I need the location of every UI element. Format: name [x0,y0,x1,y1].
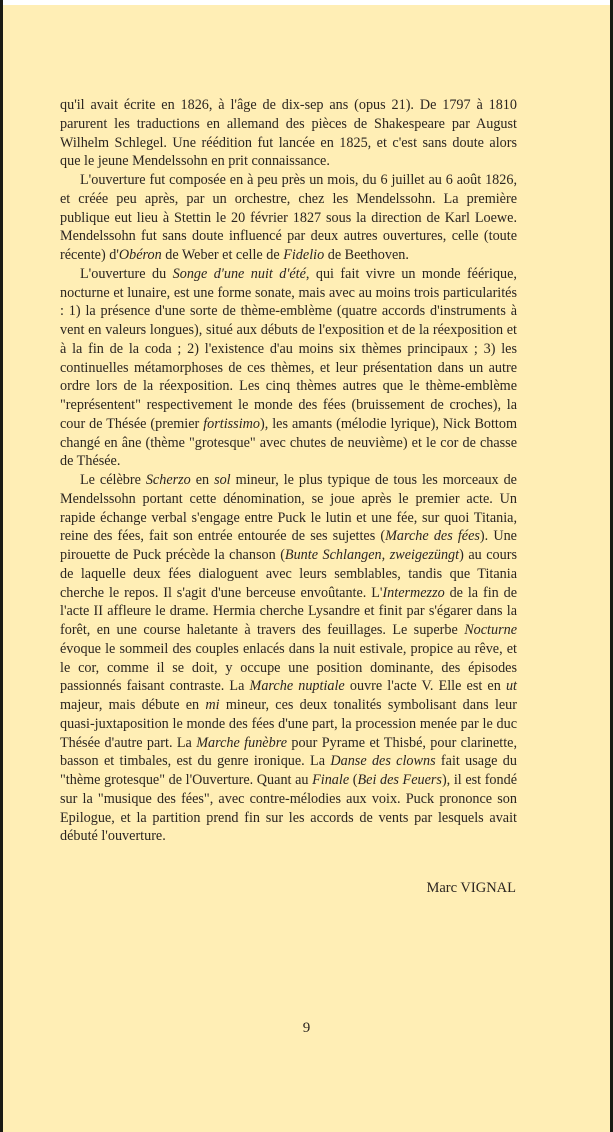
text-run: mineur, le plus typique de tous les morceaux de Mendelssohn portant cette dénomination, se joue après le premier acte. Un rapide échange verbal s'engage entre Puck le lutin et une fée, sur quoi Titania, reine des fées, fait son entrée entourée de ses sujettes ( [60,472,517,545]
text-run: ) au cours de laquelle deux fées dialoguent avec leurs semblables, tandis que Titania cherche le repos. Il s'agit d'une berceuse envoûtante. L' [60,547,517,601]
italic-title: Fidelio [283,247,325,263]
text-run: mineur, ces deux tonalités symbolisant dans leur quasi-juxtaposition le monde des fées d'une part, la procession menée par le duc Thésée d'autre part. La [60,697,517,751]
italic-title: Scherzo [145,472,191,488]
article-body [60,96,517,846]
italic-title: Obéron [118,247,162,263]
text-run: ( [349,772,358,788]
text-run: L'ouverture fut composée en à peu près un mois, du 6 juillet au 6 août 1826, et créée peu après, par un orchestre, chez les Mendelssohn. La première publique eut lieu à Stettin le 20 février 1827 sous la direction de Karl Loewe. Mendelssohn fut sans doute influencé par deux autres ouvertures, celle (toute récente) d' [60,172,517,263]
italic-title: Marche nuptiale [249,678,345,695]
text-run: évoque le sommeil des couples enlacés dans la nuit estivale, propice au rêve, et le cor, comme il se doit, y occupe une position dominante, des épisodes passionnés faisant contraste. La [60,640,517,695]
paragraph-1 [60,96,517,171]
scan-left-edge [0,0,3,1132]
text-run: , qui fait vivre un monde féérique, nocturne et lunaire, est une forme sonate, mais avec au moins trois particularités : 1) la présence d'une sorte de thème-emblème (quatre accords d'instruments à vent en valeurs longues), situé aux débuts de l'exposition et de la réexposition et à la fin de la coda ; 2) l'existence d'au moins six thèmes principaux ; 3) les continuelles métamorphoses de ces thèmes, et leur présentation dans un autre ordre lors de la réexposition. Les cinq thèmes autres que le thème-emblème "représentent" respectivement le monde des fées (bruissement de croches), la cour de Thésée (premier [60,265,517,432]
italic-title: Bunte Schlangen, zweigezüngt [284,547,460,563]
italic-title: Danse des clowns [330,753,436,770]
italic-title: Marche funèbre [196,734,287,751]
text-run: qu'il avait écrite en 1826, à l'âge de dix-sep ans (opus 21). De 1797 à 1810 parurent les traductions en allemand des pièces de Shakespeare par August Wilhelm Schlegel. Une réédition fut lancée en 1825, et c'est sans doute alors que le jeune Mendelssohn en prit connaissance. [60,97,517,170]
text-run: de Beethoven. [324,247,409,263]
text-run: L'ouverture du [80,265,173,282]
text-run: pour Pyrame et Thisbé, pour clarinette, basson et timbales, est du genre ironique. La [60,734,518,770]
text-run: ouvre l'acte V. Elle est en [344,678,506,695]
italic-title: Songe d'une nuit d'été [172,265,306,282]
italic-title: Marche des fées [385,528,480,545]
paragraph-2 [60,171,517,265]
paragraph-3 [60,265,517,471]
text-run: ). Une pirouette de Puck précède la chanson ( [60,528,517,563]
author-signature: Marc VIGNAL [426,880,516,896]
italic-title: ut [505,678,517,695]
italic-title: fortissimo [203,415,260,432]
text-run: Le célèbre [80,472,146,488]
text-run: ), il est fondé sur la "musique des fées", avec contre-mélodies aux voix. Puck prononce son Epilogue, et la partition prend fin sur les accords de vents par lesquels avait débuté l'ouverture. [60,772,518,845]
text-run: de la fin de l'acte II affleure le drame. Hermia cherche Lysandre et finit par s'égarer dans la forêt, en une course haletante à travers des feuillages. Le superbe [60,584,517,638]
scan-top-margin [0,0,613,5]
italic-title: Bei des Feuers [357,772,442,788]
paragraph-4 [60,471,517,846]
text-run: de Weber et celle de [161,247,284,263]
italic-title: sol [214,472,231,488]
italic-title: Nocturne [464,622,517,638]
italic-title: Intermezzo [382,584,445,601]
italic-title: mi [205,697,220,713]
text-run: ), les amants (mélodie lyrique), Nick Bottom changé en âne (thème "grotesque" avec chutes de neuvième) et le cor de chasse de Thésée. [60,415,518,470]
text-run: fait usage du "thème grotesque" de l'Ouverture. Quant au [60,753,517,788]
page-number: 9 [302,1020,311,1036]
italic-title: Finale [312,772,350,788]
text-run: majeur, mais débute en [60,697,206,713]
text-run: en [190,472,215,488]
